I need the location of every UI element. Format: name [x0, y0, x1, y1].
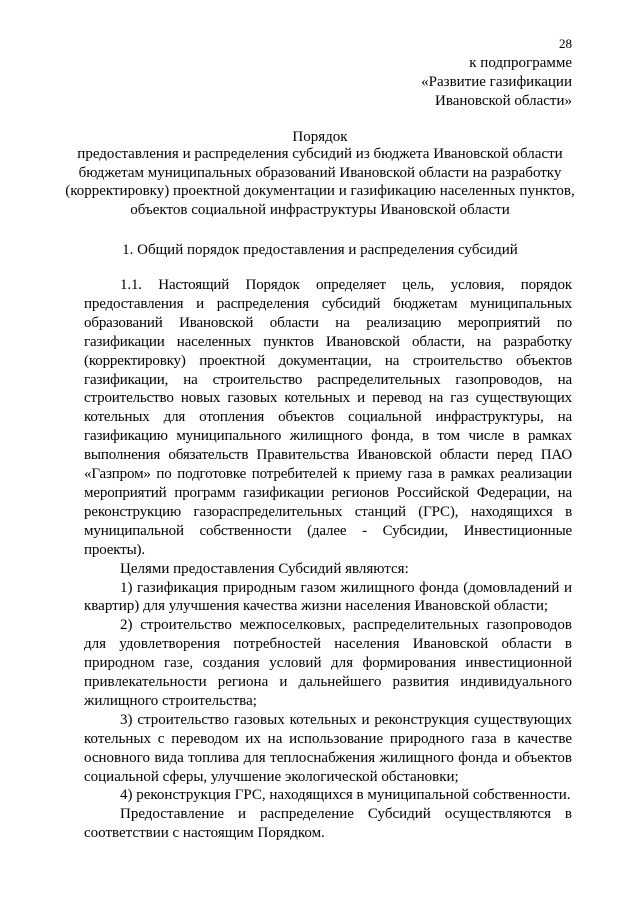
- goal-item-4: 4) реконструкция ГРС, находящихся в муниципальной собственности.: [120, 787, 571, 804]
- appendix-reference: [272, 54, 572, 111]
- appendix-line: Ивановской области»: [435, 93, 572, 109]
- goal-item-3: 3) строительство газовых котельных и реконструкция существующих котельных с переводом их на использование природного газа в качестве основного вида топлива для теплоснабжения жилищного фонда и объектов социальной сферы, улучшение экологической обстановки;: [84, 711, 572, 785]
- closing-paragraph: Предоставление и распределение Субсидий осуществляются в соответствии с настоящим Порядком.: [84, 806, 572, 842]
- document-subtitle: предоставления и распределения субсидий из бюджета Ивановской области бюджетам муниципальных образований Ивановской области на разработку (корректировку) проектной документации и газификацию населенных пунктов, объектов социальной инфраструктуры Ивановской области: [65, 146, 575, 218]
- document-title: Порядок: [292, 129, 348, 145]
- appendix-line: «Развитие газификации: [421, 74, 572, 90]
- goals-intro: Целями предоставления Субсидий являются:: [120, 560, 409, 577]
- section-heading: 1. Общий порядок предоставления и распределения субсидий: [122, 242, 518, 258]
- goal-item-2: 2) строительство межпоселковых, распределительных газопроводов для удовлетворения потребностей населения Ивановской области в природном газе, создания условий для формирования инвестиционной привлекательности региона и дальнейшего развития индивидуального жилищного строительства;: [84, 617, 572, 709]
- paragraph-1-1: 1.1. Настоящий Порядок определяет цель, условия, порядок предоставления и распределения субсидий бюджетам муниципальных образований Ивановской области на реализацию мероприятий по газификации населенных пунктов Ивановской области, на разработку (корректировку) проектной документации, на строительство объектов газификации, на строительство распределительных газопроводов, на строительство новых газовых котельных и перевод на газ существующих котельных для отопления объектов социальной инфраструктуры, на газификацию муниципального жилищного фонда, в том числе в рамках выполнения обязательств Правительства Ивановской области перед ПАО «Газпром» по подготовке потребителей к приему газа в рамках реализации мероприятий программ газификации регионов Российской Федерации, на реконструкцию газораспределительных станций (ГРС), находящихся в муниципальной собственности (далее - Субсидии, Инвестиционные проекты).: [84, 277, 572, 558]
- document-body: [84, 276, 572, 843]
- goal-item-1: 1) газификация природным газом жилищного фонда (домовладений и квартир) для улучшения качества жизни населения Ивановской области;: [84, 579, 572, 615]
- page-number: 28: [559, 36, 572, 51]
- appendix-line: к подпрограмме: [469, 55, 572, 71]
